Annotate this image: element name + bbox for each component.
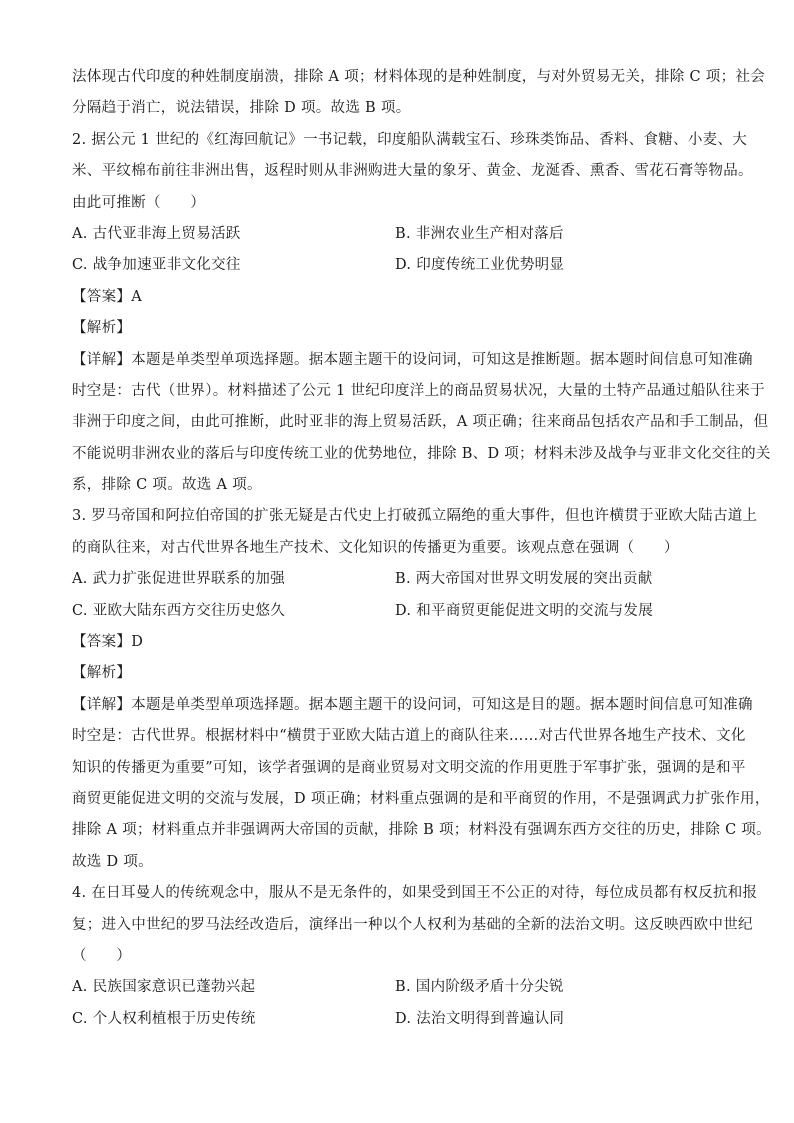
q2-stem-line: 2. 据公元 1 世纪的《红海回航记》一书记载，印度船队满载宝石、珍珠类饰品、香料、食糖、小麦、大 [72, 131, 748, 148]
q4-option-a[interactable]: A. 民族国家意识已蓬勃兴起 [72, 979, 256, 996]
q2-option-b[interactable]: B. 非洲农业生产相对落后 [395, 225, 564, 242]
q2-detail-line: 系，排除 C 项。故选 A 项。 [72, 477, 262, 494]
q4-option-c[interactable]: C. 个人权利植根于历史传统 [72, 1010, 256, 1027]
q2-stem-line: 由此可推断（ ） [72, 194, 206, 211]
q4-option-b[interactable]: B. 国内阶级矛盾十分尖锐 [395, 979, 564, 996]
q2-option-a[interactable]: A. 古代亚非海上贸易活跃 [72, 225, 241, 242]
q2-detail-line: 不能说明非洲农业的落后与印度传统工业的优势地位，排除 B、D 项；材料未涉及战争与亚非文化交往的关 [72, 445, 771, 462]
q3-options-row [72, 564, 732, 595]
q2-options-row [72, 250, 732, 281]
q3-detail-line: 排除 A 项；材料重点并非强调两大帝国的贡献，排除 B 项；材料没有强调东西方交往的历史，排除 C 项。 [72, 822, 771, 839]
q2-answer: 【答案】A [72, 288, 142, 305]
q2-options-row [72, 219, 732, 250]
q4-stem-line: 复；进入中世纪的罗马法经改造后，演绎出一种以个人权利为基础的全新的法治文明。这反映西欧中世纪 [72, 916, 753, 933]
q3-option-d[interactable]: D. 和平商贸更能促进文明的交流与发展 [395, 602, 654, 619]
q4-stem-line: （ ） [72, 947, 132, 964]
q3-detail-line: 【详解】本题是单类型单项选择题。据本题主题干的设问词，可知这是目的题。据本题时间信息可知准确 [72, 696, 753, 713]
q3-stem-line: 3. 罗马帝国和阿拉伯帝国的扩张无疑是古代史上打破孤立隔绝的重大事件，但也许横贯于亚欧大陆古道上 [72, 508, 758, 525]
q1-explanation-line: 法体现古代印度的种姓制度崩溃，排除 A 项；材料体现的是种姓制度，与对外贸易无关，排除 C 项；社会 [72, 69, 765, 85]
q2-detail-line: 【详解】本题是单类型单项选择题。据本题主题干的设问词，可知这是推断题。据本题时间信息可知准确 [72, 351, 753, 368]
q3-detail-line: 故选 D 项。 [72, 853, 153, 870]
q3-answer: 【答案】D [72, 634, 144, 651]
q3-detail-line: 时空是：古代世界。根据材料中“横贯于亚欧大陆古道上的商队往来……对古代世界各地生产技术、文化 [72, 728, 746, 745]
q2-detail-line: 非洲于印度之间，由此可推断，此时亚非的海上贸易活跃，A 项正确；往来商品包括农产品和手工制品，但 [72, 414, 769, 431]
q2-stem-line: 米、平纹棉布前往非洲出售，返程时则从非洲购进大量的象牙、黄金、龙涎香、熏香、雪花石膏等物品。 [72, 163, 753, 180]
q4-option-d[interactable]: D. 法治文明得到普遍认同 [395, 1010, 565, 1027]
q3-option-a[interactable]: A. 武力扩张促进世界联系的加强 [72, 571, 285, 588]
q2-option-d[interactable]: D. 印度传统工业优势明显 [395, 257, 565, 274]
document-page [72, 62, 771, 1035]
q3-stem-line: 的商队往来，对古代世界各地生产技术、文化知识的传播更为重要。该观点意在强调（ ） [72, 539, 679, 556]
q2-analysis-label: 【解析】 [72, 320, 132, 337]
q3-option-c[interactable]: C. 亚欧大陆东西方交往历史悠久 [72, 602, 286, 619]
q4-stem-line: 4. 在日耳曼人的传统观念中，服从不是无条件的，如果受到国王不公正的对待，每位成员都有权反抗和报 [72, 885, 758, 902]
q3-detail-line: 商贸更能促进文明的交流与发展，D 项正确；材料重点强调的是和平商贸的作用，不是强调武力扩张作用， [72, 790, 770, 807]
q3-options-row [72, 596, 732, 627]
q4-options-row [72, 972, 732, 1003]
q3-detail-line: 知识的传播更为重要”可知，该学者强调的是商业贸易对文明交流的作用更胜于军事扩张，强调的是和平 [72, 759, 746, 776]
q4-options-row [72, 1004, 732, 1035]
q1-explanation-line: 分隔趋于消亡，说法错误，排除 D 项。故选 B 项。 [72, 100, 411, 117]
q2-detail-line: 时空是：古代（世界）。材料描述了公元 1 世纪印度洋上的商品贸易状况，大量的土特产品通过船队往来于 [72, 382, 765, 399]
q2-option-c[interactable]: C. 战争加速亚非文化交往 [72, 257, 241, 274]
q3-option-b[interactable]: B. 两大帝国对世界文明发展的突出贡献 [395, 571, 653, 588]
q3-analysis-label: 【解析】 [72, 665, 132, 682]
